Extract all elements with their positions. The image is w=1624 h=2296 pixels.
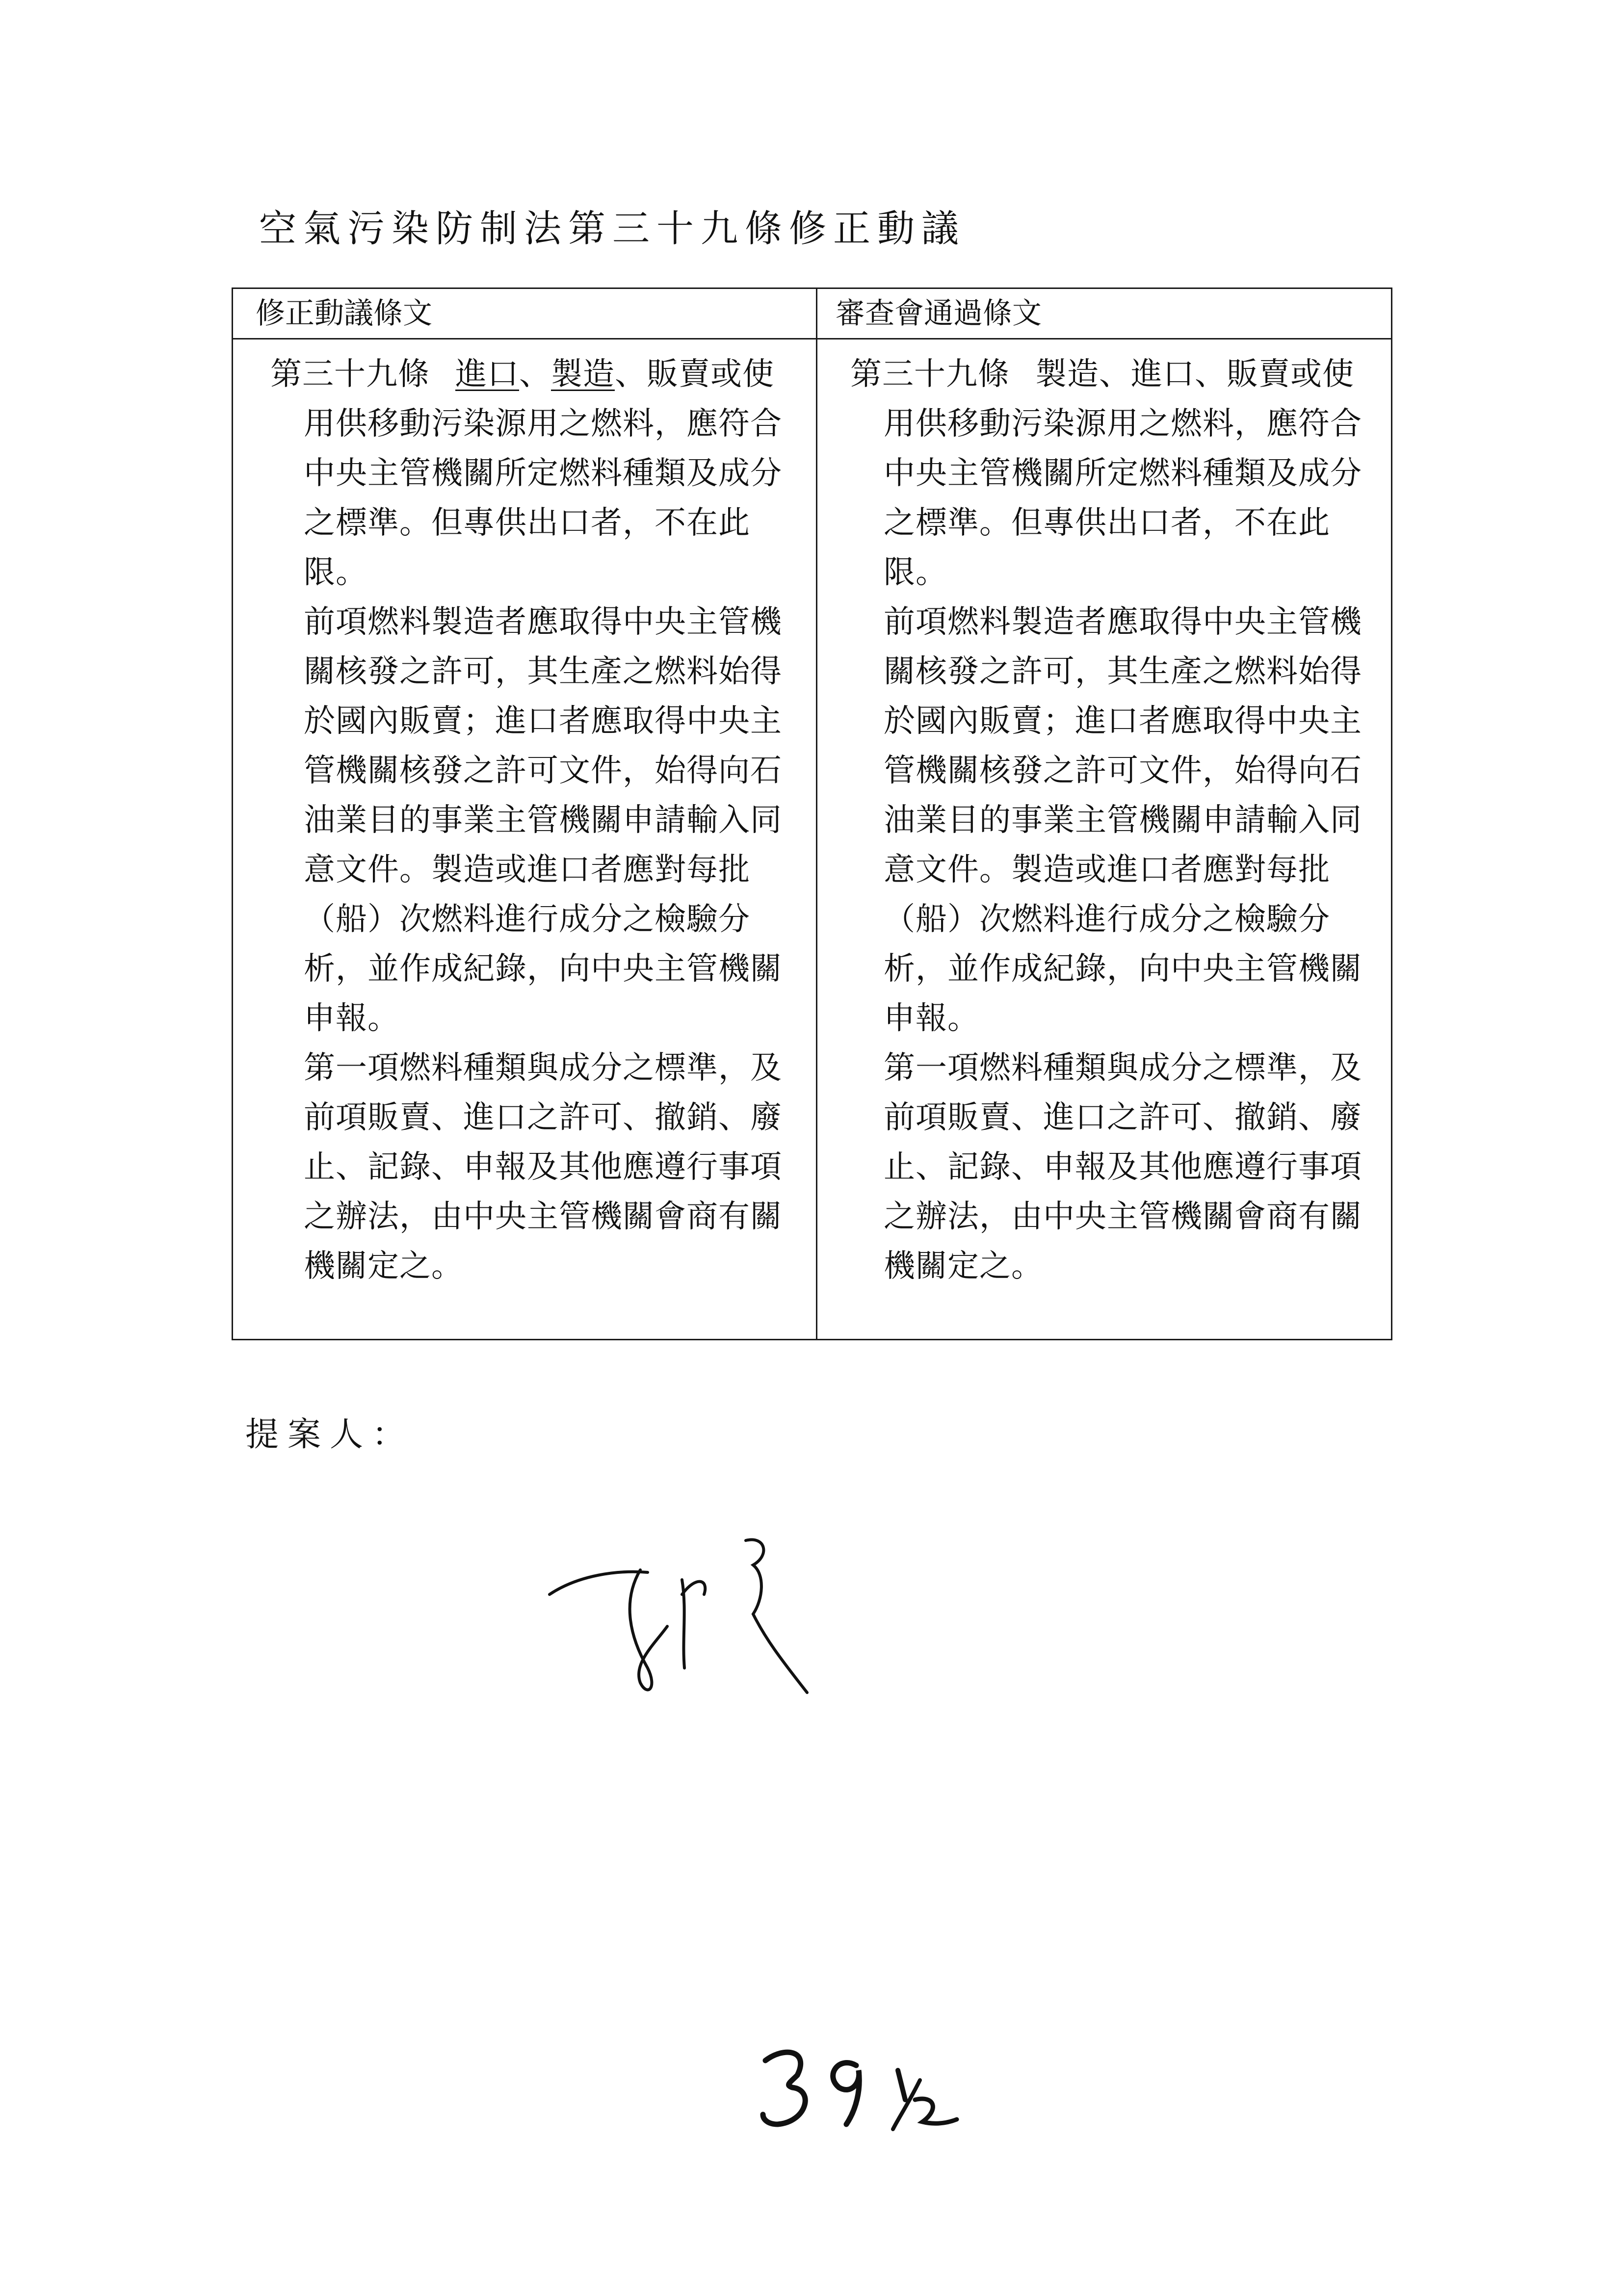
- amendment-paragraph-1: [270, 350, 800, 598]
- amendment-paragraph-2: 前項燃料製造者應取得中央主管機關核發之許可，其生產之燃料始得於國內販賣；進口者應取得中央主管機關核發之許可文件，始得向石油業目的事業主管機關申請輸入同意文件。製造或進口者應對每批（船）次燃料進行成分之檢驗分析，並作成紀錄，向中央主管機關申報。: [304, 604, 782, 1037]
- header-rule: [233, 338, 1391, 339]
- committee-article-column: [850, 350, 1380, 1291]
- amendment-paragraph-3: 第一項燃料種類與成分之標準，及前項販賣、進口之許可、撤銷、廢止、記錄、申報及其他應遵行事項之辦法，由中央主管機關會商有關機關定之。: [304, 1050, 782, 1284]
- underlined-manufacture: 製造: [551, 356, 615, 392]
- handwritten-page-number: [751, 2036, 967, 2144]
- amendment-paragraph-1-text: 、販賣或使用供移動污染源用之燃料，應符合中央主管機關所定燃料種類及成分之標準。但專供出口者，不在此限。: [304, 356, 782, 591]
- header-amendment-text: 修正動議條文: [256, 296, 432, 331]
- amendment-article-number: 第三十九條: [270, 356, 430, 392]
- handwritten-signature: [535, 1521, 829, 1717]
- comparison-table: [232, 287, 1392, 1340]
- separator: 、: [519, 356, 551, 392]
- underlined-import: 進口: [455, 356, 519, 392]
- committee-article-number: 第三十九條: [850, 356, 1010, 392]
- committee-paragraph-3: 第一項燃料種類與成分之標準，及前項販賣、進口之許可、撤銷、廢止、記錄、申報及其他應遵行事項之辦法，由中央主管機關會商有關機關定之。: [884, 1050, 1362, 1284]
- proposer-label: 提案人：: [245, 1415, 415, 1454]
- amendment-article-column: [270, 350, 800, 1291]
- column-divider: [816, 289, 817, 1339]
- committee-paragraph-1: [850, 350, 1380, 598]
- header-committee-text: 審查會通過條文: [836, 296, 1042, 331]
- committee-paragraph-1-text: 製造、進口、販賣或使用供移動污染源用之燃料，應符合中央主管機關所定燃料種類及成分之標準。但專供出口者，不在此限。: [884, 356, 1362, 591]
- committee-paragraph-2: 前項燃料製造者應取得中央主管機關核發之許可，其生產之燃料始得於國內販賣；進口者應取得中央主管機關核發之許可文件，始得向石油業目的事業主管機關申請輸入同意文件。製造或進口者應對每批（船）次燃料進行成分之檢驗分析，並作成紀錄，向中央主管機關申報。: [884, 604, 1362, 1037]
- document-title: 空氣污染防制法第三十九條修正動議: [259, 207, 966, 250]
